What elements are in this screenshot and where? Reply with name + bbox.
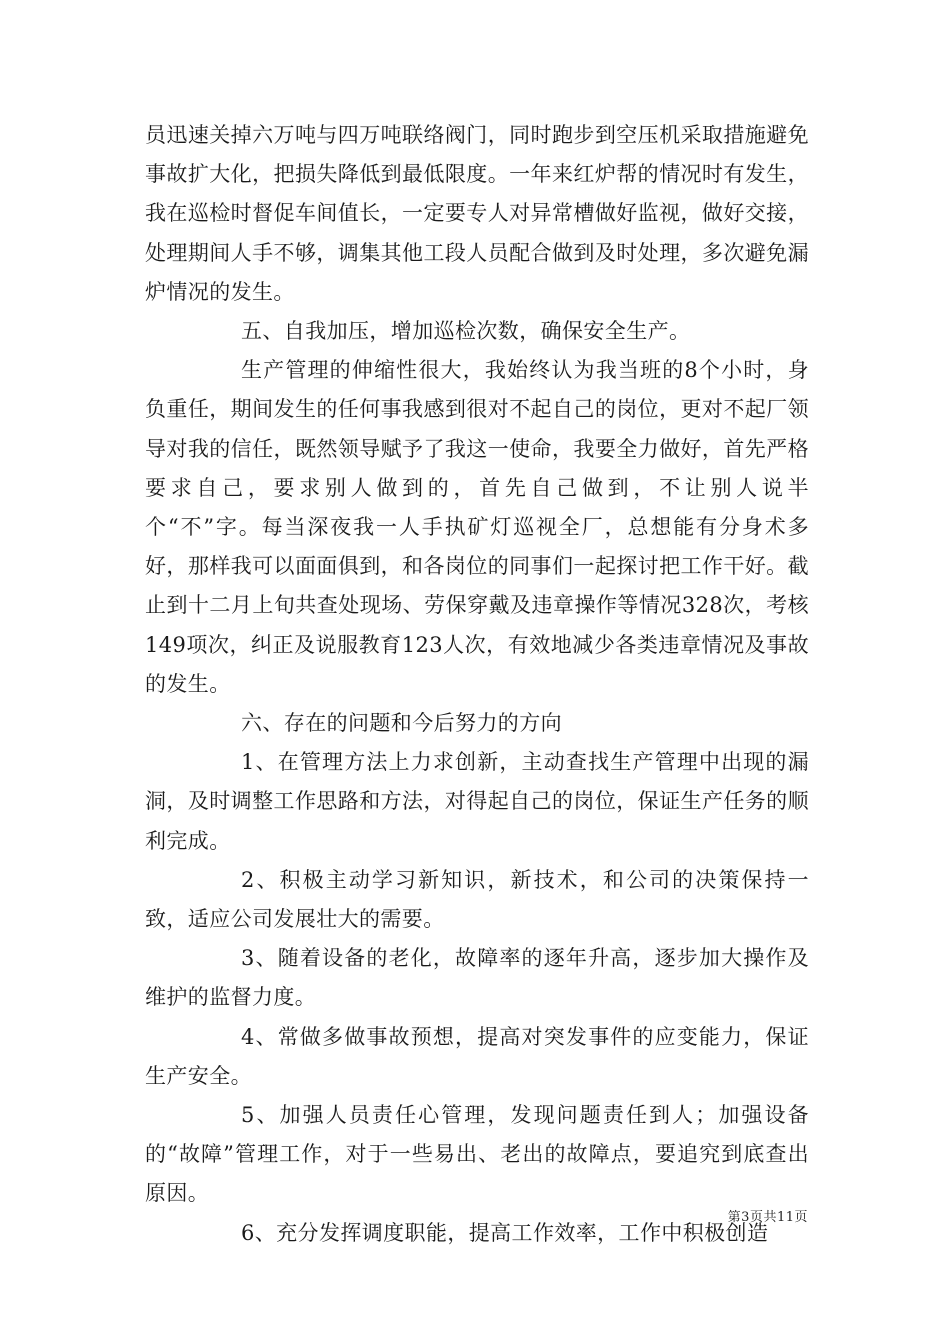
page-number-footer: 第3页共11页 bbox=[727, 1210, 808, 1225]
list-item-2: 2、积极主动学习新知识，新技术，和公司的决策保持一致，适应公司发展壮大的需要。 bbox=[145, 867, 809, 932]
list-item-1: 1、在管理方法上力求创新，主动查找生产管理中出现的漏洞，及时调整工作思路和方法，对得起自己的岗位，保证生产任务的顺利完成。 bbox=[145, 750, 809, 853]
list-item-5: 5、加强人员责任心管理，发现问题责任到人；加强设备的“故障”管理工作，对于一些易出、老出的故障点，要追究到底查出原因。 bbox=[145, 1103, 809, 1206]
list-item-6: 6、充分发挥调度职能，提高工作效率，工作中积极创造 bbox=[241, 1220, 769, 1245]
list-item-3: 3、随着设备的老化，故障率的逐年升高，逐步加大操作及维护的监督力度。 bbox=[145, 946, 809, 1010]
section-heading-5: 五、自我加压，增加巡检次数，确保安全生产。 bbox=[241, 319, 691, 344]
paragraph-production-management: 生产管理的伸缩性很大，我始终认为我当班的8个小时，身负重任，期间发生的任何事我感到很对不起自己的岗位，更对不起厂领导对我的信任，既然领导赋予了我这一使命，我要全力做好，首先严格要求自己，要求别人做到的，首先自己做到，不让别人说半个“不”字。每当深夜我一人手执矿灯巡视全厂，总想能有分身术多好，那样我可以面面俱到，和各岗位的同事们一起探讨把工作干好。截止到十二月上旬共查处现场、劳保穿戴及违章操作等情况328次，考核149项次，纠正及说服教育123人次，有效地减少各类违章情况及事故的发生。 bbox=[145, 358, 809, 696]
list-item-4: 4、常做多做事故预想，提高对突发事件的应变能力，保证生产安全。 bbox=[145, 1024, 809, 1088]
document-body bbox=[145, 116, 809, 1253]
paragraph-continuation: 员迅速关掉六万吨与四万吨联络阀门，同时跑步到空压机采取措施避免事故扩大化，把损失降低到最低限度。一年来红炉帮的情况时有发生，我在巡检时督促车间值长，一定要专人对异常槽做好监视，做好交接，处理期间人手不够，调集其他工段人员配合做到及时处理，多次避免漏炉情况的发生。 bbox=[145, 123, 809, 304]
section-heading-6: 六、存在的问题和今后努力的方向 bbox=[241, 711, 562, 736]
